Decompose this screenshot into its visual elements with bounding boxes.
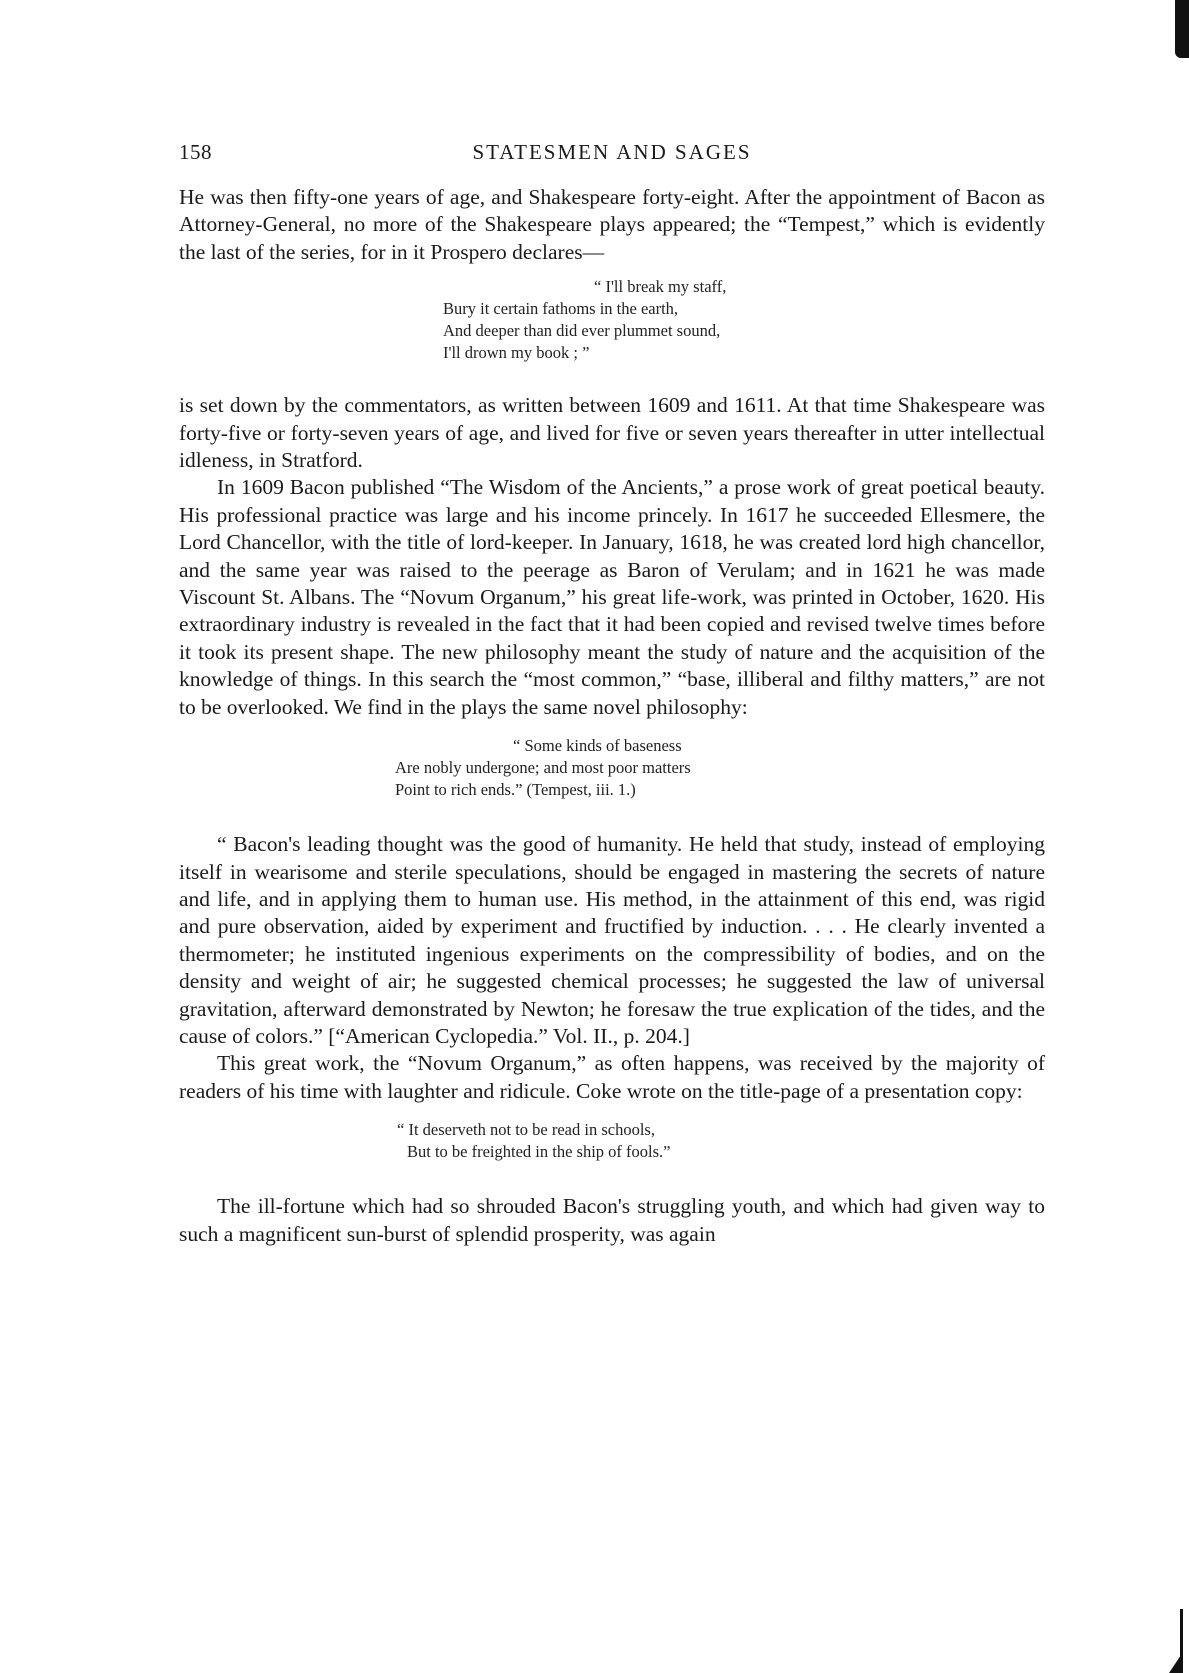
- scan-edge-mark-top: [1175, 0, 1189, 58]
- paragraph-6: The ill-fortune which had so shrouded Bacon's struggling youth, and which had given way to such a magnificent sun-burst of splendid prosperity, was again: [179, 1194, 1045, 1246]
- verse-line: And deeper than did ever plummet sound,: [443, 321, 721, 341]
- verse-line: “ Some kinds of baseness: [513, 736, 682, 756]
- verse-line: Bury it certain fathoms in the earth,: [443, 299, 679, 319]
- scan-edge-triangle: [1169, 1655, 1181, 1673]
- page-header: [179, 140, 1045, 170]
- verse-quote-tempest: [179, 276, 1045, 364]
- paragraph-3: In 1609 Bacon published “The Wisdom of the Ancients,” a prose work of great poetical beauty. His professional practice was large and his income princely. In 1617 he succeeded Ellesmere, the Lord Chancellor, with the title of lord-keeper. In January, 1618, he was created lord high chancellor, and the same year was raised to the peerage as Baron of Verulam; and in 1621 he was made Viscount St. Albans. The “Novum Organum,” his great life-work, was printed in October, 1620. His extraordinary industry is revealed in the fact that it had been copied and revised twelve times before it took its present shape. The new philosophy meant the study of nature and the acquisition of the knowledge of things. In this search the “most common,” “base, illiberal and filthy matters,” are not to be overlooked. We find in the plays the same novel philosophy:: [179, 475, 1045, 719]
- body-text: [179, 184, 1045, 1248]
- verse-line: Are nobly undergone; and most poor matters: [395, 758, 691, 778]
- verse-line: Point to rich ends.” (Tempest, iii. 1.): [395, 780, 636, 800]
- verse-line: I'll drown my book ; ”: [443, 343, 590, 363]
- running-head: STATESMEN AND SAGES: [472, 140, 752, 164]
- scan-edge-mark-bottom: [1167, 1609, 1189, 1673]
- verse-line: “ It deserveth not to be read in schools,: [397, 1120, 655, 1140]
- verse-line: “ I'll break my staff,: [594, 277, 727, 297]
- verse-line: But to be freighted in the ship of fools.”: [407, 1142, 671, 1162]
- page-number: 158: [179, 140, 212, 164]
- paragraph-4: “ Bacon's leading thought was the good of humanity. He held that study, instead of employing itself in wearisome and sterile speculations, should be engaged in mastering the secrets of nature and life, and in applying them to human use. His method, in the attainment of this end, was rigid and pure observation, aided by experiment and fructified by induction. . . . He clearly invented a thermometer; he instituted ingenious experiments on the compressibility of bodies, and on the density and weight of air; he suggested chemical processes; he suggested the law of universal gravitation, afterward demonstrated by Newton; he foresaw the true explication of the tides, and the cause of colors.” [“American Cyclopedia.” Vol. II., p. 204.]: [179, 832, 1045, 1048]
- paragraph-2: is set down by the commentators, as written between 1609 and 1611. At that time Shakespeare was forty-five or forty-seven years of age, and lived for five or seven years thereafter in utter intellectual idleness, in Stratford.: [179, 393, 1045, 473]
- verse-quote-baseness: [179, 735, 1045, 801]
- paragraph-1: He was then fifty-one years of age, and Shakespeare forty-eight. After the appointment of Bacon as Attorney-General, no more of the Shakespeare plays appeared; the “Tempest,” which is evidently the last of the series, for in it Prospero declares—: [179, 185, 1045, 264]
- paragraph-5: This great work, the “Novum Organum,” as often happens, was received by the majority of readers of his time with laughter and ridicule. Coke wrote on the title-page of a presentation copy:: [179, 1051, 1045, 1103]
- verse-quote-coke: [179, 1119, 1045, 1163]
